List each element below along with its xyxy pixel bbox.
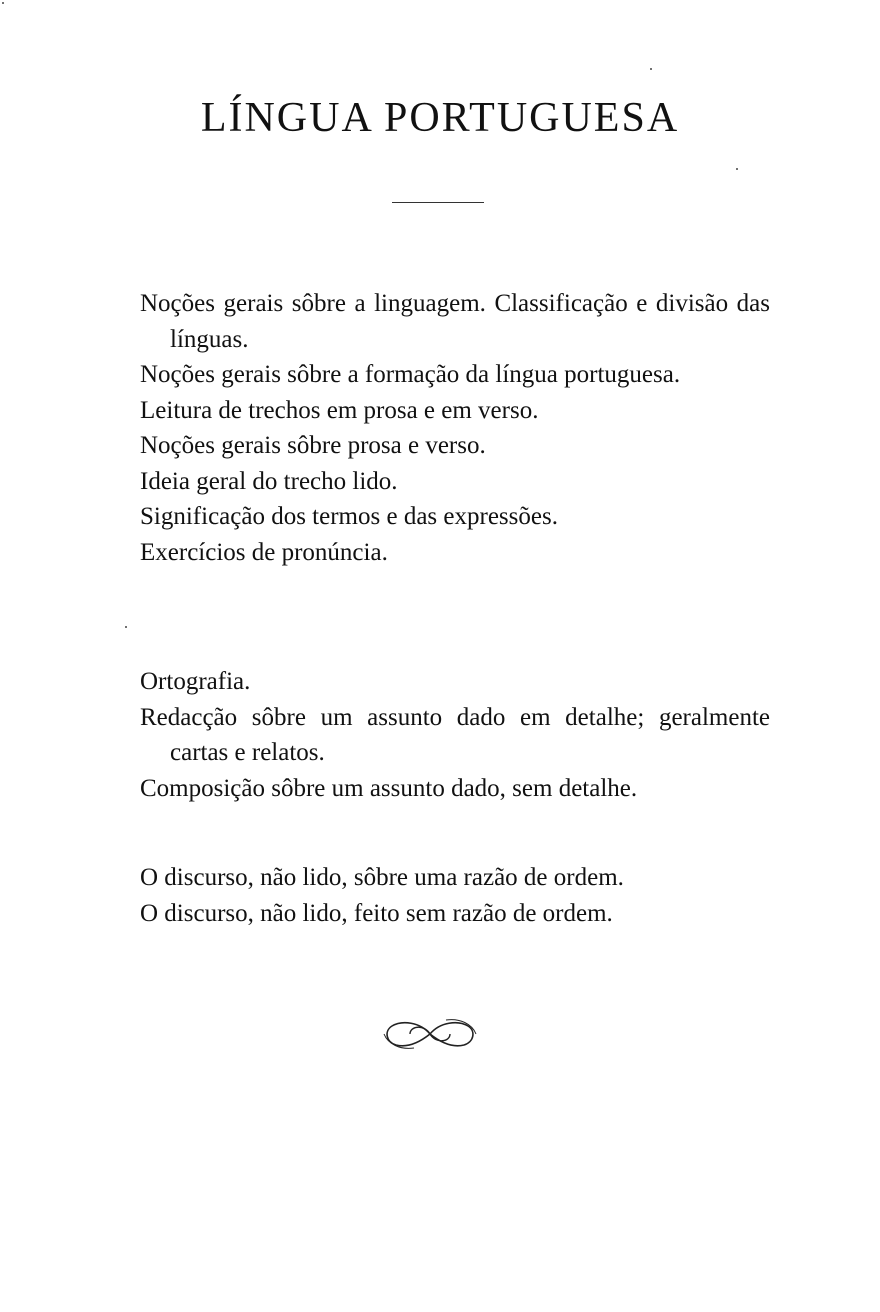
page-title: LÍNGUA PORTUGUESA — [200, 95, 680, 141]
section-writing — [140, 664, 770, 806]
section-discourse — [140, 860, 770, 931]
scan-speck — [650, 68, 652, 70]
list-item: Significação dos termos e das expressões. — [140, 503, 558, 530]
list-item: Redacção sôbre um assunto dado em detalhe; geralmente cartas e relatos. — [140, 703, 770, 766]
list-item: Noções gerais sôbre a formação da língua portuguesa. — [140, 361, 681, 388]
list-item: Ortografia. — [140, 668, 251, 695]
list-item: Ideia geral do trecho lido. — [140, 467, 398, 495]
list-item: Exercícios de pronúncia. — [140, 538, 388, 566]
ornament-flourish-icon — [380, 1014, 480, 1054]
list-item: O discurso, não lido, feito sem razão de ordem. — [140, 899, 613, 927]
scan-speck — [2, 2, 4, 4]
scan-speck — [736, 168, 738, 170]
scan-speck — [125, 626, 127, 628]
section-language-notions — [140, 286, 770, 570]
list-item: O discurso, não lido, sôbre uma razão de ordem. — [140, 864, 624, 891]
title-divider — [392, 202, 484, 203]
list-item: Leitura de trechos em prosa e em verso. — [140, 396, 539, 424]
list-item: Noções gerais sôbre a linguagem. Classificação e divisão das línguas. — [140, 290, 770, 353]
list-item: Composição sôbre um assunto dado, sem detalhe. — [140, 774, 638, 802]
list-item: Noções gerais sôbre prosa e verso. — [140, 432, 486, 459]
